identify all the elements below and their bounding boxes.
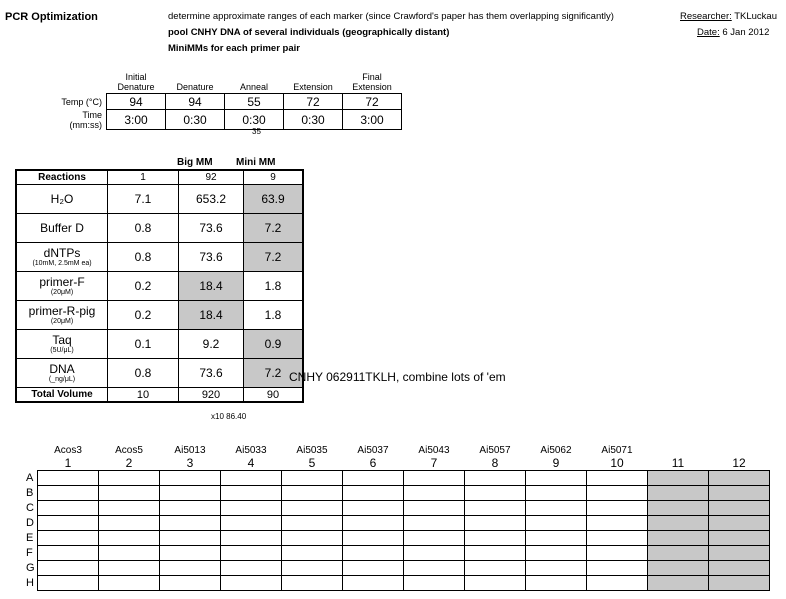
reagent-row-buffer xyxy=(16,214,303,243)
plate-well[interactable] xyxy=(465,471,526,486)
plate-column-label: Acos5 xyxy=(115,444,143,456)
reactions-label: Reactions xyxy=(16,170,108,185)
thermal-cell[interactable]: 3:00 xyxy=(107,110,166,130)
plate-well[interactable] xyxy=(99,546,160,561)
plate-well[interactable] xyxy=(648,486,709,501)
plate-row xyxy=(26,516,770,531)
plate-well[interactable] xyxy=(282,546,343,561)
plate-well[interactable] xyxy=(160,486,221,501)
plate-well[interactable] xyxy=(404,486,465,501)
reagent-cell[interactable]: 7.2 xyxy=(244,243,304,272)
plate-column-label: Ai5033 xyxy=(235,444,267,456)
plate-row-label: F xyxy=(26,547,33,559)
reagent-cell[interactable]: 0.9 xyxy=(244,330,304,359)
plate-well[interactable] xyxy=(404,516,465,531)
thermal-cell[interactable]: 55 xyxy=(225,94,284,110)
reaction-count[interactable]: 9 xyxy=(244,170,304,185)
plate-row xyxy=(26,561,770,576)
plate-layout-table xyxy=(26,444,770,591)
plate-column-label: Ai5057 xyxy=(479,444,511,456)
page-title: PCR Optimization xyxy=(5,11,98,23)
plate-column-number: 10 xyxy=(610,456,624,470)
plate-column-label: Ai5043 xyxy=(418,444,450,456)
plate-column-number: 7 xyxy=(430,456,438,470)
plate-well[interactable] xyxy=(99,516,160,531)
plate-well[interactable] xyxy=(282,486,343,501)
plate-well[interactable] xyxy=(587,516,648,531)
plate-row-label: C xyxy=(26,502,34,514)
plate-well[interactable] xyxy=(38,531,99,546)
plate-well[interactable] xyxy=(404,561,465,576)
reagent-cell[interactable]: 18.4 xyxy=(179,301,244,330)
plate-well[interactable] xyxy=(343,546,404,561)
reagent-cell[interactable]: 7.2 xyxy=(244,214,304,243)
reagent-cell[interactable]: 7.2 xyxy=(244,359,304,388)
plate-well[interactable] xyxy=(587,501,648,516)
plate-column-number: 2 xyxy=(125,456,133,470)
plate-well[interactable] xyxy=(160,501,221,516)
plate-well[interactable] xyxy=(282,471,343,486)
plate-well[interactable] xyxy=(465,501,526,516)
reagent-cell[interactable]: 18.4 xyxy=(179,272,244,301)
reaction-table xyxy=(15,169,304,403)
plate-well[interactable] xyxy=(221,576,282,591)
reagent-name: DNA (_ng/μL) xyxy=(16,359,108,388)
total-cell[interactable]: 920 xyxy=(179,388,244,403)
plate-well[interactable] xyxy=(343,501,404,516)
thermal-cell[interactable]: 3:00 xyxy=(343,110,402,130)
dna-note: CNHY 062911TKLH, combine lots of 'em xyxy=(289,370,506,384)
plate-well[interactable] xyxy=(38,561,99,576)
reagent-row-dntps xyxy=(16,243,303,272)
plate-column-number: 6 xyxy=(369,456,377,470)
thermal-cell[interactable]: 0:30 xyxy=(225,110,284,130)
plate-well[interactable] xyxy=(38,471,99,486)
plate-well[interactable] xyxy=(221,531,282,546)
plate-well[interactable] xyxy=(99,471,160,486)
thermal-cell[interactable]: 94 xyxy=(107,94,166,110)
plate-well[interactable] xyxy=(282,561,343,576)
plate-well[interactable] xyxy=(587,561,648,576)
plate-well[interactable] xyxy=(587,576,648,591)
plate-column-label: Ai5071 xyxy=(601,444,633,456)
plate-well[interactable] xyxy=(526,546,587,561)
thermal-cell[interactable]: 0:30 xyxy=(166,110,225,130)
plate-well[interactable] xyxy=(404,471,465,486)
plate-well[interactable] xyxy=(465,486,526,501)
total-volume-row xyxy=(16,388,303,403)
plate-well[interactable] xyxy=(404,501,465,516)
plate-row xyxy=(26,531,770,546)
plate-well[interactable] xyxy=(404,546,465,561)
plate-well[interactable] xyxy=(648,531,709,546)
thermal-row-label: Temp (°C) xyxy=(61,96,102,107)
reagent-cell[interactable]: 73.6 xyxy=(179,214,244,243)
plate-column-number: 4 xyxy=(247,456,255,470)
plate-well[interactable] xyxy=(587,531,648,546)
plate-well[interactable] xyxy=(648,546,709,561)
plate-well[interactable] xyxy=(648,516,709,531)
plate-well[interactable] xyxy=(526,561,587,576)
plate-well[interactable] xyxy=(648,501,709,516)
plate-row-label: E xyxy=(26,532,34,544)
plate-well[interactable] xyxy=(587,546,648,561)
reagent-cell[interactable]: 0.2 xyxy=(108,272,179,301)
plate-column-number: 1 xyxy=(64,456,72,470)
plate-well[interactable] xyxy=(465,531,526,546)
thermal-col-header: Initial Denature xyxy=(117,72,155,92)
thermal-cell[interactable]: 94 xyxy=(166,94,225,110)
plate-column-number: 5 xyxy=(308,456,316,470)
plate-well[interactable] xyxy=(221,561,282,576)
plate-column-label: Ai5035 xyxy=(296,444,328,456)
plate-column-label: Ai5013 xyxy=(174,444,206,456)
mini-mm-label: Mini MM xyxy=(236,157,276,168)
plate-well[interactable] xyxy=(648,561,709,576)
plate-column-number: 12 xyxy=(732,456,746,470)
plate-well[interactable] xyxy=(160,576,221,591)
plate-well[interactable] xyxy=(587,471,648,486)
plate-well[interactable] xyxy=(221,516,282,531)
plate-column-label: Acos3 xyxy=(54,444,82,456)
reagent-name: Buffer D xyxy=(16,214,108,243)
plate-well[interactable] xyxy=(709,516,770,531)
plate-well[interactable] xyxy=(709,531,770,546)
x10-note: x10 86.40 xyxy=(211,412,247,421)
researcher-field xyxy=(680,11,777,22)
plate-well[interactable] xyxy=(221,486,282,501)
thermal-col-header: Denature xyxy=(176,82,214,92)
plate-well[interactable] xyxy=(282,501,343,516)
plate-well[interactable] xyxy=(526,471,587,486)
thermal-col-header: Extension xyxy=(293,82,333,92)
reagent-cell[interactable]: 73.6 xyxy=(179,359,244,388)
thermal-cell[interactable]: 0:30 xyxy=(284,110,343,130)
plate-well[interactable] xyxy=(465,561,526,576)
plate-well[interactable] xyxy=(526,486,587,501)
reaction-count[interactable]: 92 xyxy=(179,170,244,185)
plate-well[interactable] xyxy=(160,471,221,486)
reagent-row-primer-f xyxy=(16,272,303,301)
reagent-cell[interactable]: 7.1 xyxy=(108,185,179,214)
total-cell[interactable]: 10 xyxy=(108,388,179,403)
description-line-3: MiniMMs for each primer pair xyxy=(168,43,300,54)
plate-well[interactable] xyxy=(221,546,282,561)
reagent-cell[interactable]: 0.2 xyxy=(108,301,179,330)
plate-well[interactable] xyxy=(221,501,282,516)
plate-well[interactable] xyxy=(160,516,221,531)
plate-column-label xyxy=(709,444,770,456)
plate-column-number: 9 xyxy=(552,456,560,470)
reagent-row-dna xyxy=(16,359,303,388)
plate-row-label: A xyxy=(26,472,34,484)
thermal-cell[interactable]: 72 xyxy=(284,94,343,110)
plate-well[interactable] xyxy=(648,471,709,486)
date-value: 6 Jan 2012 xyxy=(722,27,770,38)
plate-well[interactable] xyxy=(526,576,587,591)
plate-well[interactable] xyxy=(38,486,99,501)
reagent-cell[interactable]: 1.8 xyxy=(244,272,304,301)
plate-well[interactable] xyxy=(99,501,160,516)
plate-well[interactable] xyxy=(160,561,221,576)
reagent-name: primer-R-pig (20μM) xyxy=(16,301,108,330)
plate-well[interactable] xyxy=(343,531,404,546)
reagent-cell[interactable]: 0.1 xyxy=(108,330,179,359)
reagent-row-primer-r xyxy=(16,301,303,330)
plate-well[interactable] xyxy=(587,486,648,501)
plate-column-label: Ai5037 xyxy=(357,444,389,456)
plate-row-label: G xyxy=(26,562,35,574)
reagent-cell[interactable]: 0.8 xyxy=(108,359,179,388)
plate-well[interactable] xyxy=(465,576,526,591)
plate-well[interactable] xyxy=(221,471,282,486)
plate-well[interactable] xyxy=(282,516,343,531)
plate-column-number: 11 xyxy=(671,456,685,470)
plate-well[interactable] xyxy=(38,546,99,561)
reaction-count[interactable]: 1 xyxy=(108,170,179,185)
plate-well[interactable] xyxy=(404,576,465,591)
description-line-1: determine approximate ranges of each marker (since Crawford's paper has them overlapping significantly) xyxy=(168,11,614,22)
plate-well[interactable] xyxy=(343,516,404,531)
plate-well[interactable] xyxy=(709,561,770,576)
plate-column-number: 3 xyxy=(186,456,194,470)
plate-row-label: H xyxy=(26,577,34,589)
plate-well[interactable] xyxy=(282,576,343,591)
reagent-row-taq xyxy=(16,330,303,359)
plate-row-label: D xyxy=(26,517,34,529)
total-cell[interactable]: 90 xyxy=(244,388,304,403)
plate-well[interactable] xyxy=(465,546,526,561)
reagent-cell[interactable]: 0.8 xyxy=(108,214,179,243)
plate-well[interactable] xyxy=(343,486,404,501)
description-line-2: pool CNHY DNA of several individuals (geographically distant) xyxy=(168,27,450,38)
thermal-col-header: Anneal xyxy=(239,82,269,92)
plate-well[interactable] xyxy=(709,576,770,591)
plate-well[interactable] xyxy=(343,576,404,591)
plate-column-number: 8 xyxy=(491,456,499,470)
plate-well[interactable] xyxy=(648,576,709,591)
plate-well[interactable] xyxy=(709,546,770,561)
plate-row xyxy=(26,546,770,561)
thermal-col-header: Final Extension xyxy=(352,72,392,92)
reagent-cell[interactable]: 653.2 xyxy=(179,185,244,214)
plate-row xyxy=(26,501,770,516)
plate-well[interactable] xyxy=(38,501,99,516)
plate-well[interactable] xyxy=(343,471,404,486)
plate-well[interactable] xyxy=(99,531,160,546)
reagent-name: H₂O xyxy=(16,185,108,214)
plate-well[interactable] xyxy=(709,501,770,516)
plate-well[interactable] xyxy=(526,501,587,516)
plate-well[interactable] xyxy=(160,546,221,561)
reagent-cell[interactable]: 0.8 xyxy=(108,243,179,272)
plate-well[interactable] xyxy=(709,486,770,501)
plate-row xyxy=(26,471,770,486)
reagent-cell[interactable]: 1.8 xyxy=(244,301,304,330)
plate-row xyxy=(26,486,770,501)
plate-well[interactable] xyxy=(282,531,343,546)
thermal-cycle-table xyxy=(52,70,402,130)
plate-well[interactable] xyxy=(99,486,160,501)
reagent-cell[interactable]: 9.2 xyxy=(179,330,244,359)
researcher-value: TKLuckau xyxy=(734,11,777,22)
plate-column-label: Ai5062 xyxy=(540,444,572,456)
plate-row-label: B xyxy=(26,487,34,499)
plate-well[interactable] xyxy=(99,576,160,591)
reagent-name: primer-F (20μM) xyxy=(16,272,108,301)
thermal-row-label: Time (mm:ss) xyxy=(69,109,102,130)
plate-row xyxy=(26,576,770,591)
plate-well[interactable] xyxy=(709,471,770,486)
plate-well[interactable] xyxy=(404,531,465,546)
date-field xyxy=(697,27,769,38)
plate-well[interactable] xyxy=(160,531,221,546)
plate-column-label xyxy=(648,444,709,456)
plate-well[interactable] xyxy=(343,561,404,576)
cycle-count: 35 xyxy=(252,127,261,136)
reagent-row-h2o xyxy=(16,185,303,214)
big-mm-label: Big MM xyxy=(177,157,213,168)
reagent-name: Taq (5U/μL) xyxy=(16,330,108,359)
plate-well[interactable] xyxy=(526,531,587,546)
thermal-cell[interactable]: 72 xyxy=(343,94,402,110)
plate-well[interactable] xyxy=(38,576,99,591)
researcher-label: Researcher: xyxy=(680,11,732,22)
reagent-cell[interactable]: 73.6 xyxy=(179,243,244,272)
plate-well[interactable] xyxy=(99,561,160,576)
plate-well[interactable] xyxy=(38,516,99,531)
reagent-name: dNTPs (10mM, 2.5mM ea) xyxy=(16,243,108,272)
total-volume-label: Total Volume xyxy=(16,388,108,403)
plate-well[interactable] xyxy=(526,516,587,531)
date-label: Date: xyxy=(697,27,720,38)
plate-well[interactable] xyxy=(465,516,526,531)
reagent-cell[interactable]: 63.9 xyxy=(244,185,304,214)
